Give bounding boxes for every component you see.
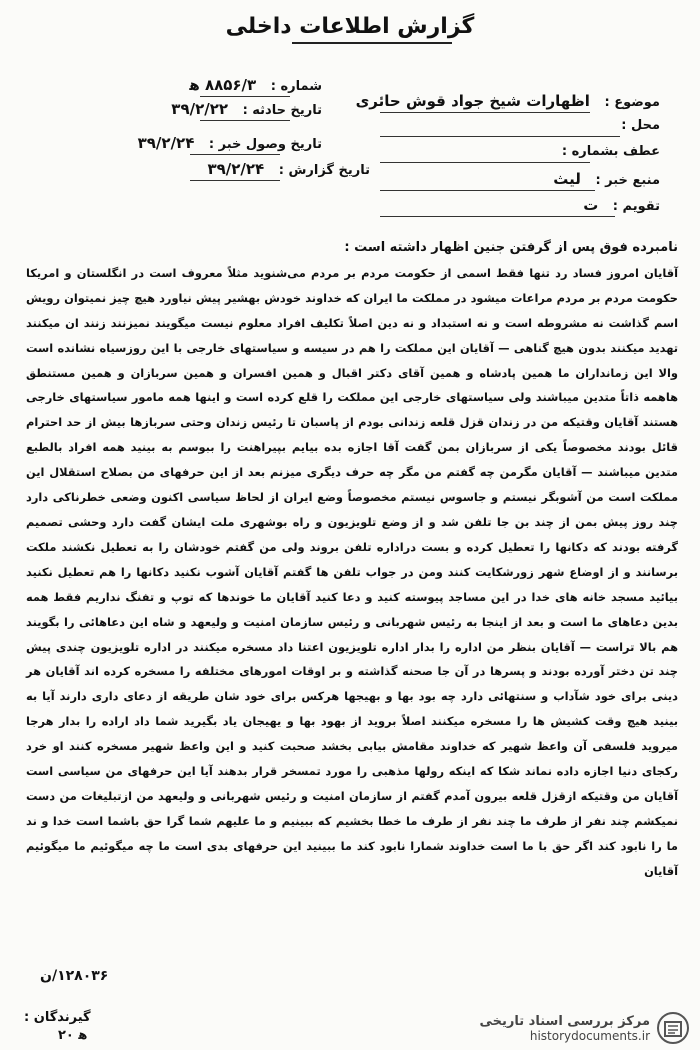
watermark-url: historydocuments.ir	[529, 1028, 650, 1043]
watermark	[410, 1010, 690, 1046]
attachment-underline	[380, 162, 590, 163]
report-date-value: ۳۹/۲/۲۴	[207, 160, 265, 178]
source-value: لیث	[553, 170, 581, 188]
event-date-underline	[200, 120, 290, 121]
number-value: ۸۸۵۶/۳ ه‍	[189, 76, 257, 94]
number-label: شماره :	[270, 79, 322, 94]
subject-label: موضوع :	[604, 95, 660, 110]
rating-field	[583, 196, 660, 214]
rating-value: ت	[583, 196, 599, 214]
page-reference: ۱۲۸۰۳۶/ن	[40, 968, 109, 984]
title-underline	[292, 42, 452, 44]
subject-underline	[380, 112, 590, 113]
attachment-label: عطف بشماره :	[561, 144, 660, 159]
number-underline	[200, 96, 290, 97]
event-date-field	[171, 100, 322, 118]
number-field	[189, 76, 322, 94]
subject-value: اظهارات شیخ جواد قوش حائری	[355, 92, 590, 110]
report-date-field	[207, 160, 370, 178]
report-text: آقایان امروز فساد رد تنها فقط اسمی از حکومت مردم بر مردم می‌شنوید مثلاً معروف است در انگلستان و امریکا حکومت مردم بر مردم مراعات میشود در مملکت ما ایران که خداوند خودش بهشیر پیش نیاورد هیچ چیز نمیتوان رویش اسم گذاشت نه مشروطه است و نه استبداد و نه دین اصلاً تکلیف افراد معلوم نیست میگویند نمیزنند زنند ان میکنند تهدید میکنند بدون هیچ گناهی — آقایان این مملکت را هم در سیسه و سیاستهای خارجی با این روزسیاه نشانده است والا این زمانداران ما همین پادشاه و همین آقای دکتر اقبال و همین افسران و همین سربازان و همین مستنطق هاهمه ذاتاً متدین میباشند ولی سیاستهای خارجی این مملکت را قلع کرده است و اینها همه مامور سیاستهای خارجی هستند آقایان وقتیکه من در زندان قزل قلعه زندانی بودم از پاسبان تا رئیس زندان وحتی سربازها بیش از حد احترام قائل بودند مخصوصاً یکی از سربازان بمن گفت آقا اجازه بده بیایم بپیراهنت را ببوسم به بینید همه افراد بالطبع متدین میباشند — آقایان مگرمن چه گفتم من مگر چه حرف دیگری میزنم بعد از این حرفهای من بصلاح استقلال این مملکت است من آشوبگر نیستم و جاسوس نیستم مخصوصاً وضع ایران از لحاظ سیاسی اکنون وضعی خطرناکی دارد چند روز پیش بمن از چند بن جا تلفن شد و از وضع تلویزیون و راه بوشهری ملت ایشان گفت دارد وحشی تصمیم گرفته بودند که دکانها را تعطیل کرده و بست دراداره تلفن بروند ولی من گفتم خودشان را به تعطیل نکشند ملکت برسانند و از اوضاع شهر زورشکایت کنند ومن در جواب تلفن ها گفتم آقایان آشوب نکنید دکانها را هم تعطیل نکنید بیائید مسجد خانه های خدا در این مساجد پیوسته کنید و دعا کنید آقایان ما خوندها که توپ و تفنگ نداریم فقط همه بدین دعاهای ما است و بعد از اینجا به رئیس شهربانی و رئیس سازمان امنیت و ولیعهد و شاه این دعاهائی را بگویند هم بالا تراست — آقایان بنظر من اداره را بدار اداره تلویزیون اعتنا داد مسخره میکنند در اداره تلویزیون چندی پیش چند تن دختر آورده بودند و پسرها در آن جا صحنه گذاشته و بر اوقات امورهای مختلفه را مسخره کرده اند آقایان هر دینی برای خود شآداب و سنتهائی دارد چه بود بها و بهیجها هرکس برای خود شان طریقه از دعای داری دارند آیا به بینید هیچ وقت کشیش ها را مسخره میکنند اصلاً بروید از بهود بها و یهیجان یاد بگیرید شما داد اراده را بدار هرجا میروید فلسفی آن واعظ شهیر که خداوند مقامش بیابی بخشد صحبت کنید و این واعظ شهیر مسخره کنند او خرد رکجای دنیا اجازه داده نماند شکا که اینکه رولها مذهبی را مورد تمسخر قرار بدهند آیا این حرفهای من سیاسی است آقایان من وقتیکه ازقزل قلعه بیرون آمدم گفتم از سازمان امنیت و رئیس شهربانی و ولیعهد من ازتبلیغات من دست نمیکشم چند نفر از طرف ما چند نفر از طرف ما خطا بخشیم که ببینیم و ما علیهم شما گرا حق باشما است خدا و ند ما را نابود کند اگر حق با ما است خداوند شمارا نابود کند ما ببینید این حرفهای بدی است ما چه میگوئیم ما میگوئیم آقایان	[26, 265, 678, 878]
rating-label: تقویم :	[612, 199, 660, 214]
watermark-org-name: مرکز بررسی اسناد تاریخی	[479, 1013, 650, 1029]
footer-extra: ۲۰ ه‍	[58, 1028, 88, 1043]
source-field	[553, 170, 660, 188]
source-label: منبع خبر :	[595, 173, 660, 188]
report-date-underline	[190, 180, 280, 181]
subject-field	[356, 92, 660, 110]
event-date-value: ۳۹/۲/۲۲	[171, 100, 229, 118]
receipt-date-label: تاریخ وصول خبر :	[208, 137, 322, 152]
place-underline	[380, 136, 620, 137]
event-date-label: تاریخ حادثه :	[242, 103, 322, 118]
receipt-date-field	[138, 134, 322, 152]
attachment-field	[562, 144, 660, 159]
report-intro: نامبرده فوق پس از گرفتن جنین اظهار داشته است :	[344, 240, 678, 255]
receipt-date-value: ۳۹/۲/۲۴	[137, 134, 195, 152]
archive-logo-icon	[656, 1011, 690, 1045]
source-underline	[380, 190, 595, 191]
place-field	[621, 118, 660, 133]
receipt-date-underline	[190, 154, 280, 155]
document-title: گزارش اطلاعات داخلی	[225, 14, 475, 39]
report-body	[26, 236, 678, 884]
report-date-label: تاریخ گزارش :	[278, 163, 370, 178]
place-label: محل :	[621, 118, 660, 133]
receivers-label: گیرندگان :	[24, 1010, 91, 1025]
rating-underline	[380, 216, 615, 217]
